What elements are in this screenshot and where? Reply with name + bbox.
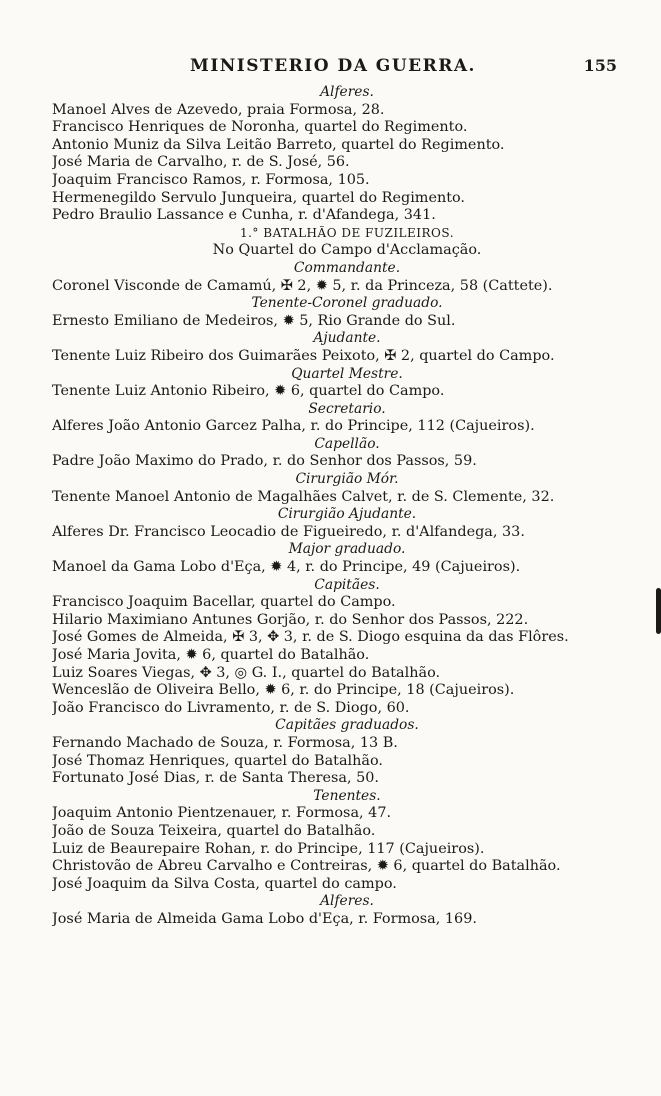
roster-entry: Padre João Maximo do Prado, r. do Senhor dos Passos, 59. <box>52 453 477 470</box>
section-heading: Ajudante. <box>313 330 381 347</box>
roster-entry: Christovão de Abreu Carvalho e Contreiras, ✹ 6, quartel do Batalhão. <box>52 858 561 875</box>
header-title: MINISTERIO DA GUERRA. <box>190 56 476 76</box>
section-heading: Cirurgião Ajudante. <box>277 506 417 523</box>
roster-entry: Tenente Luiz Ribeiro dos Guimarães Peixoto, ✠ 2, quartel do Campo. <box>52 347 555 364</box>
section-heading: Tenentes. <box>313 787 381 804</box>
roster-entry: Alferes João Antonio Garcez Palha, r. do Principe, 112 (Cajueiros). <box>52 418 535 435</box>
section-heading: Capitães graduados. <box>275 717 419 734</box>
running-header <box>0 56 661 80</box>
roster-entry: Tenente Luiz Antonio Ribeiro, ✹ 6, quartel do Campo. <box>52 383 445 400</box>
section-heading: Secretario. <box>308 400 386 417</box>
roster-entry: Coronel Visconde de Camamú, ✠ 2, ✹ 5, r. da Princeza, 58 (Cattete). <box>52 277 553 294</box>
roster-entry: José Maria de Almeida Gama Lobo d'Eça, r. Formosa, 169. <box>52 910 477 927</box>
roster-entry: Manoel da Gama Lobo d'Eça, ✹ 4, r. do Principe, 49 (Cajueiros). <box>52 559 521 576</box>
margin-ink-mark <box>656 588 661 634</box>
roster-entry: Manoel Alves de Azevedo, praia Formosa, 28. <box>52 101 385 118</box>
section-heading: Alferes. <box>320 84 374 100</box>
roster-entry: Fortunato José Dias, r. de Santa Theresa, 50. <box>52 770 379 787</box>
battalion-heading: 1.° BATALHÃO DE FUZILEIROS. <box>239 225 455 240</box>
roster-entry: Antonio Muniz da Silva Leitão Barreto, quartel do Regimento. <box>52 136 505 153</box>
roster-entry: Pedro Braulio Lassance e Cunha, r. d'Afandega, 341. <box>52 207 436 224</box>
section-heading: Commandante. <box>293 259 401 276</box>
location-heading: No Quartel do Campo d'Acclamação. <box>212 242 482 259</box>
roster-entry: José Maria de Carvalho, r. de S. José, 56. <box>52 154 350 171</box>
roster-list <box>52 84 642 929</box>
roster-entry: Luiz de Beaurepaire Rohan, r. do Principe, 117 (Cajueiros). <box>52 840 485 857</box>
roster-entry: José Maria Jovita, ✹ 6, quartel do Batalhão. <box>52 647 370 663</box>
roster-entry: José Thomaz Henriques, quartel do Batalhão. <box>52 752 383 769</box>
roster-entry: José Joaquim da Silva Costa, quartel do campo. <box>52 875 397 892</box>
page-number: 155 <box>583 56 617 75</box>
roster-entry: Luiz Soares Viegas, ✥ 3, ◎ G. I., quartel do Batalhão. <box>52 664 441 681</box>
roster-entry: Francisco Henriques de Noronha, quartel do Regimento. <box>52 119 468 136</box>
section-heading: Quartel Mestre. <box>291 365 403 382</box>
roster-entry: João de Souza Teixeira, quartel do Batalhão. <box>52 822 376 839</box>
roster-entry: Fernando Machado de Souza, r. Formosa, 13 B. <box>52 734 398 751</box>
section-heading: Capellão. <box>314 435 380 452</box>
roster-entry: Joaquim Francisco Ramos, r. Formosa, 105. <box>52 171 370 188</box>
roster-entry: Francisco Joaquim Bacellar, quartel do Campo. <box>52 594 396 611</box>
section-heading: Capitães. <box>314 576 380 593</box>
section-heading: Alferes. <box>320 893 374 910</box>
roster-entry: Alferes Dr. Francisco Leocadio de Figueiredo, r. d'Alfandega, 33. <box>52 523 525 540</box>
section-heading: Tenente-Coronel graduado. <box>251 295 443 312</box>
section-heading: Major graduado. <box>288 541 406 558</box>
roster-entry: João Francisco do Livramento, r. de S. Diogo, 60. <box>52 699 410 716</box>
roster-entry: Wenceslão de Oliveira Bello, ✹ 6, r. do Principe, 18 (Cajueiros). <box>52 682 515 699</box>
section-heading: Cirurgião Mór. <box>295 471 399 488</box>
roster-entry: José Gomes de Almeida, ✠ 3, ✥ 3, r. de S. Diogo esquina da das Flôres. <box>52 629 569 646</box>
roster-entry: Ernesto Emiliano de Medeiros, ✹ 5, Rio Grande do Sul. <box>52 312 456 329</box>
roster-entry: Tenente Manoel Antonio de Magalhães Calvet, r. de S. Clemente, 32. <box>52 488 555 505</box>
roster-entry: Hermenegildo Servulo Junqueira, quartel do Regimento. <box>52 189 465 206</box>
roster-entry: Joaquim Antonio Pientzenauer, r. Formosa, 47. <box>52 805 392 822</box>
roster-entry: Hilario Maximiano Antunes Gorjão, r. do Senhor dos Passos, 222. <box>52 611 529 628</box>
